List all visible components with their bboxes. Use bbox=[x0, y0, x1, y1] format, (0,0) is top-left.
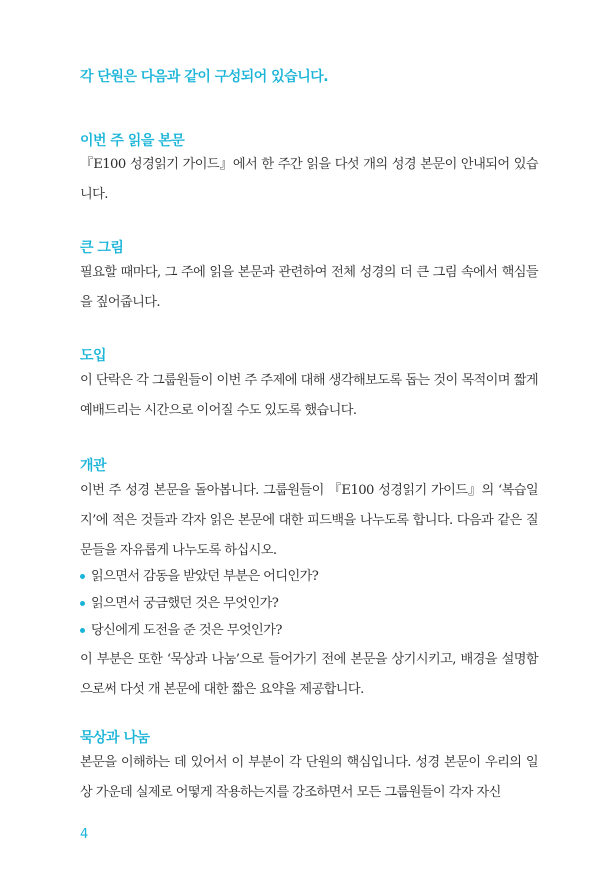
paragraph-overview: 이번 주 성경 본문을 돌아봅니다. 그룹원들이 『E100 성경읽기 가이드』의 ‘복습일지’에 적은 것들과 각자 읽은 본문에 대한 피드백을 나누도록 합니다. 다음과 같은 질문들을 자유롭게 나누도록 하십시오. bbox=[80, 483, 538, 558]
paragraph-introduction: 이 단락은 각 그룹원들이 이번 주 주제에 대해 생각해보도록 돕는 것이 목적이며 짧게 예배드리는 시간으로 이어질 수도 있도록 했습니다. bbox=[80, 373, 538, 418]
question-text: 읽으면서 궁금했던 것은 무엇인가? bbox=[91, 596, 279, 611]
heading-big-picture: 큰 그림 bbox=[80, 240, 124, 256]
question-text: 읽으면서 감동을 받았던 부분은 어디인가? bbox=[91, 569, 319, 584]
document-page bbox=[80, 0, 538, 888]
overview-question-list bbox=[80, 563, 538, 644]
list-item bbox=[80, 617, 538, 644]
paragraph-weekly-reading: 『E100 성경읽기 가이드』에서 한 주간 읽을 다섯 개의 성경 본문이 안내되어 있습니다. bbox=[80, 157, 538, 202]
page-number: 4 bbox=[80, 827, 89, 842]
heading-weekly-reading: 이번 주 읽을 본문 bbox=[80, 133, 185, 149]
question-text: 당신에게 도전을 준 것은 무엇인가? bbox=[91, 623, 282, 638]
paragraph-overview-summary: 이 부분은 또한 ‘묵상과 나눔’으로 들어가기 전에 본문을 상기시키고, 배경을 설명함으로써 다섯 개 본문에 대한 짧은 요약을 제공합니다. bbox=[80, 652, 538, 697]
paragraph-big-picture: 필요할 때마다, 그 주에 읽을 본문과 관련하여 전체 성경의 더 큰 그림 속에서 핵심들을 짚어줍니다. bbox=[80, 265, 538, 310]
paragraph-meditation-sharing: 본문을 이해하는 데 있어서 이 부분이 각 단원의 핵심입니다. 성경 본문이 우리의 일상 가운데 실제로 어떻게 작용하는지를 강조하면서 모든 그룹원들이 각자 자신 bbox=[80, 755, 538, 800]
bullet-dot-icon bbox=[80, 574, 85, 579]
heading-meditation-sharing: 묵상과 나눔 bbox=[80, 730, 150, 746]
heading-overview: 개관 bbox=[80, 458, 107, 474]
list-item bbox=[80, 590, 538, 617]
heading-introduction: 도입 bbox=[80, 348, 107, 364]
bullet-dot-icon bbox=[80, 628, 85, 633]
intro-text: 각 단원은 다음과 같이 구성되어 있습니다. bbox=[80, 69, 329, 85]
list-item bbox=[80, 563, 538, 590]
bullet-dot-icon bbox=[80, 601, 85, 606]
